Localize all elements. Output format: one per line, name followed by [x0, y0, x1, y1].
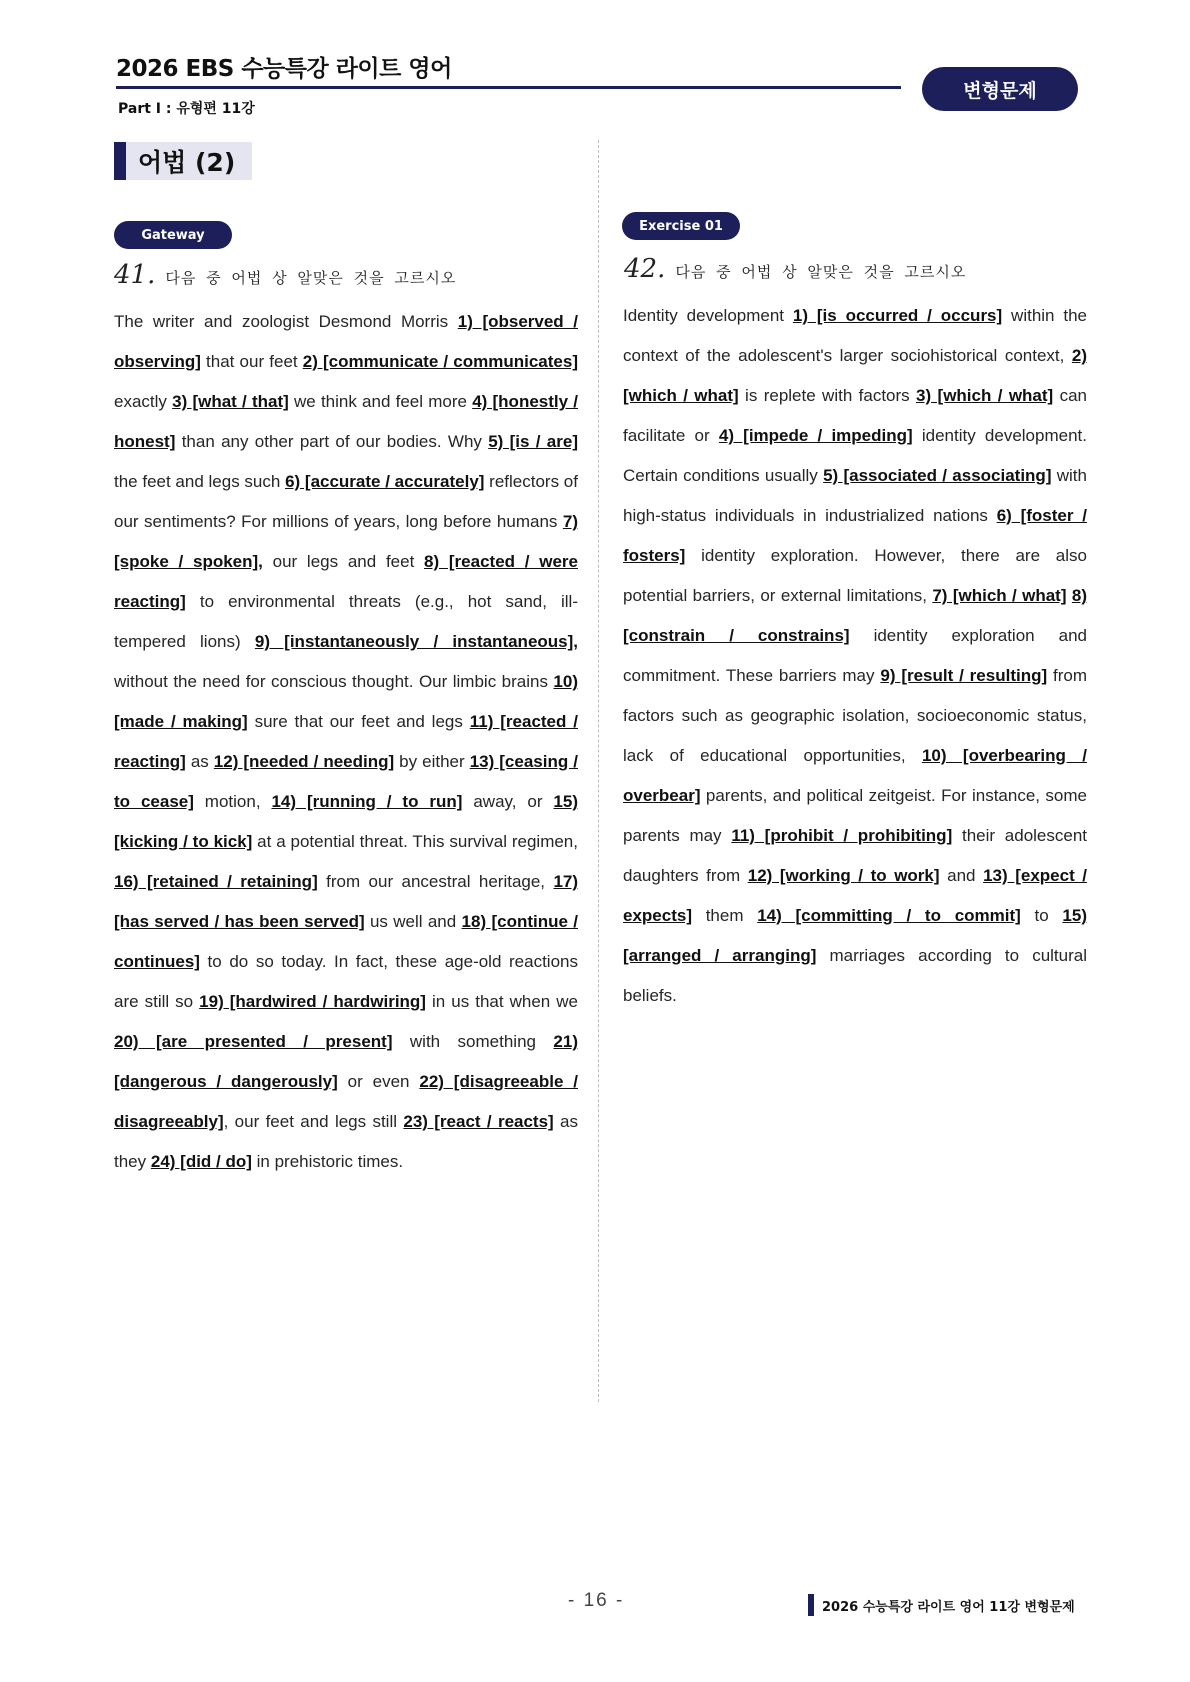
- passage-text: in us that when we: [425, 992, 579, 1011]
- passage-text: identity exploration. However, there are also potential barriers, or external limitations,: [623, 546, 1087, 605]
- page-number: - 16 -: [568, 1590, 625, 1611]
- passage-text: as: [185, 752, 214, 771]
- part-subtitle: Part Ⅰ : 유형편 11강: [118, 101, 255, 117]
- passage-text: identity development. Certain conditions usually: [623, 426, 1087, 485]
- grammar-choice: 11) [reacted / reacting]: [114, 712, 578, 771]
- question-instruction: 다음 중 어법 상 알맞은 것을 고르시오: [675, 263, 967, 281]
- grammar-choice: 12) [working / to work]: [747, 866, 940, 885]
- passage-text: to: [1020, 906, 1063, 925]
- grammar-choice: 10) [overbearing / overbear]: [623, 746, 1087, 805]
- header-rule: [116, 86, 901, 89]
- variant-badge: 변형문제: [922, 67, 1078, 111]
- passage-text: with something: [392, 1032, 554, 1051]
- question-42-header: [624, 254, 966, 284]
- grammar-choice: 19) [hardwired / hardwiring]: [199, 992, 426, 1011]
- grammar-choice: 8) [constrain / constrains]: [623, 586, 1087, 645]
- grammar-choice: 14) [running / to run]: [271, 792, 463, 811]
- grammar-choice: 6) [foster / fosters]: [623, 506, 1087, 565]
- passage-text: identity exploration and commitment. These barriers may: [623, 626, 1087, 685]
- passage-text: Identity development: [623, 306, 793, 325]
- passage-text: reflectors of our sentiments? For millions of years, long before humans: [114, 472, 578, 531]
- passage-text: from our ancestral heritage,: [317, 872, 554, 891]
- grammar-choice: 1) [observed / observing]: [114, 312, 578, 371]
- passage-text: parents, and political zeitgeist. For instance, some parents may: [623, 786, 1087, 845]
- passage-text: them: [691, 906, 758, 925]
- passage-text: or even: [337, 1072, 420, 1091]
- grammar-choice: 18) [continue / continues]: [114, 912, 578, 971]
- passage-text: is replete with factors: [738, 386, 917, 405]
- grammar-choice: 23) [react / reacts]: [403, 1112, 554, 1131]
- grammar-choice: 21) [dangerous / dangerously]: [114, 1032, 578, 1091]
- passage-text: exactly: [114, 392, 173, 411]
- passage-text: marriages according to cultural beliefs.: [623, 946, 1087, 1005]
- passage-text: with high-status individuals in industrialized nations: [623, 466, 1087, 525]
- passage-text: our legs and feet: [262, 552, 425, 571]
- document-title: 2026 EBS 수능특강 라이트 영어: [116, 56, 452, 82]
- grammar-choice: 7) [spoke / spoken],: [114, 512, 578, 571]
- grammar-choice: 5) [is / are]: [488, 432, 578, 451]
- grammar-choice: 12) [needed / needing]: [213, 752, 395, 771]
- passage-text: that our feet: [200, 352, 303, 371]
- passage-text: away, or: [462, 792, 554, 811]
- passage-text: and: [939, 866, 984, 885]
- passage-text: in prehistoric times.: [251, 1152, 404, 1171]
- passage-text: to environmental threats (e.g., hot sand, ill-tempered lions): [114, 592, 578, 651]
- grammar-choice: 17) [has served / has been served]: [114, 872, 579, 931]
- passage-text: motion,: [193, 792, 272, 811]
- grammar-choice: 5) [associated / associating]: [823, 466, 1052, 485]
- grammar-choice: 8) [reacted / were reacting]: [114, 552, 578, 611]
- grammar-choice: 11) [prohibit / prohibiting]: [731, 826, 953, 845]
- grammar-choice: 1) [is occurred / occurs]: [792, 306, 1003, 325]
- grammar-choice: 4) [honestly / honest]: [114, 392, 579, 451]
- grammar-choice: 7) [which / what]: [932, 586, 1067, 605]
- grammar-choice: 15) [kicking / to kick]: [114, 792, 578, 851]
- passage-text: than any other part of our bodies. Why: [175, 432, 489, 451]
- passage-text: sure that our feet and legs: [247, 712, 470, 731]
- passage-text: within the context of the adolescent's larger sociohistorical context,: [623, 306, 1088, 365]
- passage-text: to do so today. In fact, these age-old reactions are still so: [114, 952, 578, 1011]
- section-heading-text: 어법 (2): [138, 148, 236, 177]
- passage-text: , our feet and legs still: [223, 1112, 404, 1131]
- passage-text: by either: [394, 752, 470, 771]
- grammar-choice: 2) [which / what]: [623, 346, 1087, 405]
- footer-tag: [808, 1594, 1075, 1616]
- passage-text: us well and: [364, 912, 462, 931]
- question-number: 41.: [114, 260, 156, 290]
- gateway-passage: [114, 302, 578, 1182]
- section-heading: [114, 142, 252, 180]
- passage-text: without the need for conscious thought. Our limbic brains: [114, 672, 554, 691]
- grammar-choice: 2) [communicate / communicates]: [302, 352, 578, 371]
- section-heading-bar: [114, 142, 126, 180]
- grammar-choice: 6) [accurate / accurately]: [285, 472, 485, 491]
- grammar-choice: 4) [impede / impeding]: [718, 426, 913, 445]
- passage-text: we think and feel more: [288, 392, 473, 411]
- grammar-choice: 14) [committing / to commit]: [757, 906, 1021, 925]
- grammar-choice: 10) [made / making]: [114, 672, 578, 731]
- grammar-choice: 20) [are presented / present]: [114, 1032, 393, 1051]
- exercise-tag: Exercise 01: [622, 212, 740, 240]
- passage-text: as they: [114, 1112, 579, 1171]
- grammar-choice: 13) [ceasing / to cease]: [114, 752, 578, 811]
- passage-text: The writer and zoologist Desmond Morris: [114, 312, 458, 331]
- grammar-choice: 24) [did / do]: [150, 1152, 252, 1171]
- gateway-tag: Gateway: [114, 221, 232, 249]
- passage-text: their adolescent daughters from: [623, 826, 1088, 885]
- question-number: 42.: [624, 254, 666, 284]
- footer-tag-bar: [808, 1594, 814, 1616]
- question-instruction: 다음 중 어법 상 알맞은 것을 고르시오: [165, 269, 457, 287]
- exercise-passage: [623, 296, 1087, 1016]
- grammar-choice: 3) [which / what]: [916, 386, 1054, 405]
- column-divider: [598, 140, 599, 1402]
- grammar-choice: 13) [expect / expects]: [623, 866, 1088, 925]
- grammar-choice: 22) [disagreeable / disagreeably]: [114, 1072, 578, 1131]
- passage-text: the feet and legs such: [114, 472, 286, 491]
- passage-text: at a potential threat. This survival regimen,: [252, 832, 578, 851]
- grammar-choice: 3) [what / that]: [172, 392, 289, 411]
- passage-text: can facilitate or: [623, 386, 1087, 445]
- question-41-header: [114, 260, 456, 290]
- grammar-choice: 9) [instantaneously / instantaneous],: [254, 632, 579, 651]
- grammar-choice: 9) [result / resulting]: [880, 666, 1048, 685]
- grammar-choice: 15) [arranged / arranging]: [623, 906, 1087, 965]
- footer-tag-text: 2026 수능특강 라이트 영어 11강 변형문제: [822, 1599, 1075, 1615]
- grammar-choice: 16) [retained / retaining]: [114, 872, 318, 891]
- passage-text: from factors such as geographic isolation, socioeconomic status, lack of educational opportunities,: [623, 666, 1087, 765]
